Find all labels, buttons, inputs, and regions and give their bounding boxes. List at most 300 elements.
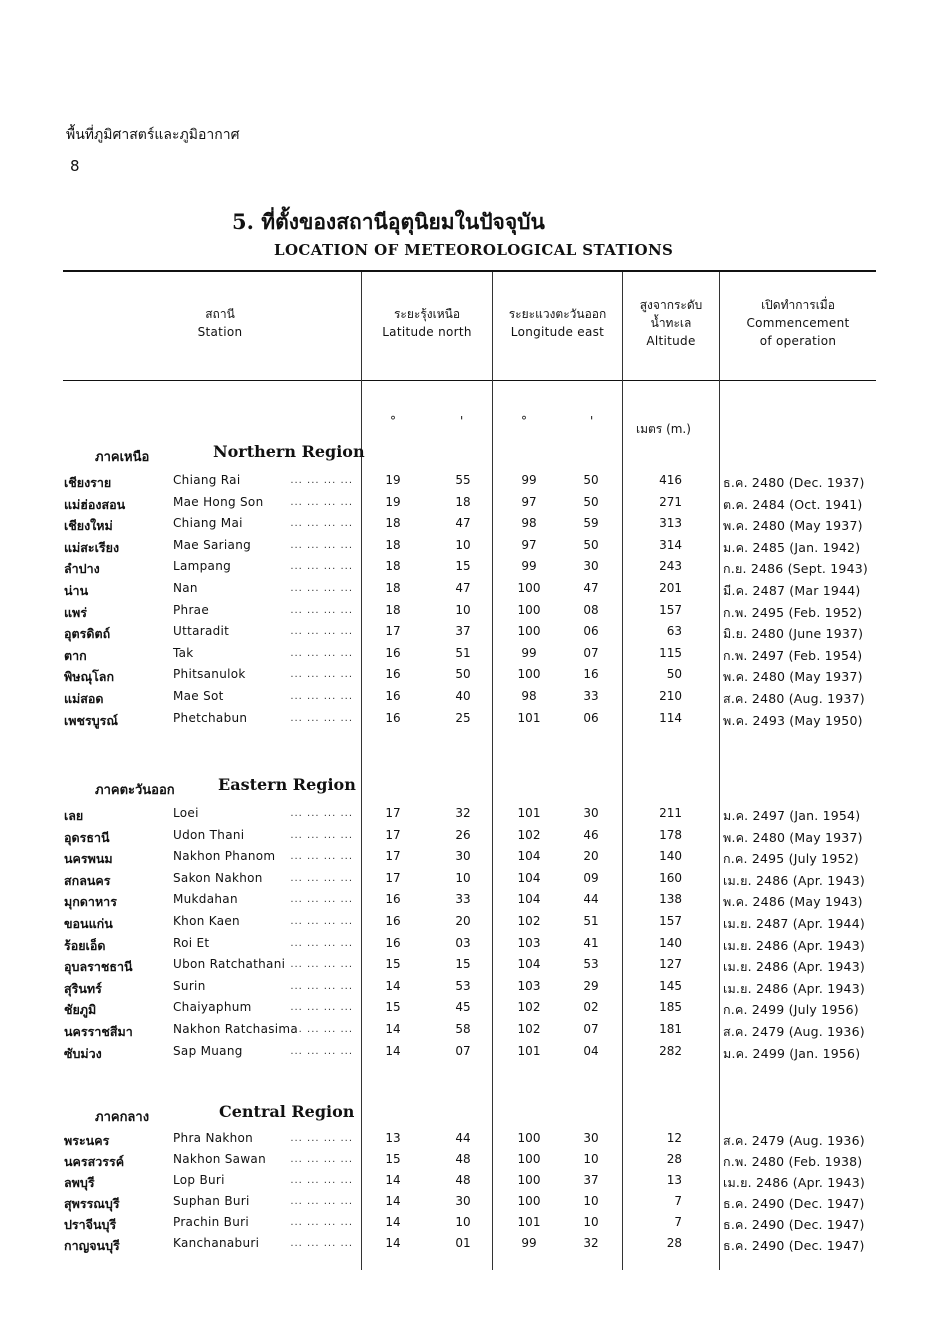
latitude-degrees: 14 bbox=[385, 979, 401, 993]
table-row bbox=[0, 1044, 938, 1065]
commencement-date: เม.ย. 2486 (Apr. 1943) bbox=[723, 873, 865, 888]
commencement-date: มิ.ย. 2480 (June 1937) bbox=[723, 626, 864, 641]
table-row bbox=[0, 1194, 938, 1215]
station-name-english: Mae Sot bbox=[173, 689, 224, 703]
altitude-value: 201 bbox=[659, 581, 682, 595]
latitude-degrees: 18 bbox=[385, 603, 401, 617]
region-heading-thai: ภาคกลาง bbox=[95, 1110, 150, 1125]
commencement-date: พ.ค. 2480 (May 1937) bbox=[723, 830, 863, 845]
commencement-date: ม.ค. 2497 (Jan. 1954) bbox=[723, 808, 861, 823]
longitude-minutes: 30 bbox=[583, 559, 599, 573]
latitude-degrees: 16 bbox=[385, 936, 401, 950]
longitude-degrees: 97 bbox=[521, 538, 537, 552]
latitude-minutes: 50 bbox=[455, 667, 471, 681]
commencement-date: ธ.ค. 2490 (Dec. 1947) bbox=[723, 1238, 865, 1253]
station-name-thai: นครพนม bbox=[64, 851, 113, 866]
station-name-english: Udon Thani bbox=[173, 828, 245, 842]
longitude-minutes: 10 bbox=[583, 1152, 599, 1166]
commencement-date: เม.ย. 2486 (Apr. 1943) bbox=[723, 981, 865, 996]
leader-dots: ... ... ... ... bbox=[290, 981, 353, 992]
commencement-date: มี.ค. 2487 (Mar 1944) bbox=[723, 583, 861, 598]
longitude-minutes: 37 bbox=[583, 1173, 599, 1187]
header-latitude-thai: ระยะรุ้งเหนือ bbox=[393, 307, 461, 321]
longitude-minutes: 08 bbox=[583, 603, 599, 617]
longitude-minutes: 59 bbox=[583, 516, 599, 530]
table-row bbox=[0, 957, 938, 978]
latitude-minutes: 45 bbox=[455, 1000, 471, 1014]
latitude-minutes: 48 bbox=[455, 1173, 471, 1187]
altitude-value: 138 bbox=[659, 892, 682, 906]
longitude-degrees: 104 bbox=[517, 892, 541, 906]
latitude-degrees: 16 bbox=[385, 711, 401, 725]
longitude-degrees: 100 bbox=[517, 581, 541, 595]
altitude-value: 12 bbox=[666, 1131, 682, 1145]
table-row bbox=[0, 646, 938, 667]
commencement-date: ก.ค. 2495 (July 1952) bbox=[723, 851, 859, 866]
altitude-value: 416 bbox=[659, 473, 682, 487]
longitude-degrees: 98 bbox=[521, 689, 537, 703]
station-name-thai: กาญจนบุรี bbox=[64, 1238, 120, 1253]
table-row bbox=[0, 1173, 938, 1194]
station-name-english: Mae Sariang bbox=[173, 538, 252, 552]
station-name-thai: เชียงราย bbox=[64, 475, 112, 490]
header-longitude-thai: ระยะแวงตะวันออก bbox=[508, 307, 607, 321]
leader-dots: ... ... ... ... bbox=[290, 830, 353, 841]
altitude-value: 282 bbox=[659, 1044, 682, 1058]
latitude-degrees: 16 bbox=[385, 914, 401, 928]
commencement-date: เม.ย. 2486 (Apr. 1943) bbox=[723, 959, 865, 974]
latitude-degrees: 18 bbox=[385, 538, 401, 552]
latitude-degrees: 17 bbox=[385, 871, 401, 885]
longitude-minutes: 30 bbox=[583, 806, 599, 820]
table-row bbox=[0, 979, 938, 1000]
header-altitude-thai-2: น้ำทะเล bbox=[650, 316, 692, 330]
longitude-degrees: 100 bbox=[517, 1173, 541, 1187]
altitude-value: 50 bbox=[666, 667, 682, 681]
leader-dots: ... ... ... ... bbox=[290, 475, 353, 486]
longitude-degrees: 99 bbox=[521, 559, 537, 573]
latitude-degrees: 13 bbox=[385, 1131, 401, 1145]
commencement-date: ก.พ. 2497 (Feb. 1954) bbox=[723, 648, 863, 663]
altitude-value: 160 bbox=[659, 871, 682, 885]
latitude-minutes: 03 bbox=[455, 936, 471, 950]
longitude-degrees: 104 bbox=[517, 957, 541, 971]
altitude-value: 313 bbox=[659, 516, 682, 530]
table-row bbox=[0, 667, 938, 688]
latitude-degrees: 16 bbox=[385, 646, 401, 660]
station-name-english: Loei bbox=[173, 806, 199, 820]
header-altitude bbox=[623, 296, 719, 350]
station-name-thai: แม่ฮ่องสอน bbox=[64, 497, 126, 512]
header-altitude-thai-1: สูงจากระดับ bbox=[639, 298, 703, 312]
table-row bbox=[0, 516, 938, 537]
longitude-degrees: 101 bbox=[517, 711, 541, 725]
latitude-minutes: 37 bbox=[455, 624, 471, 638]
longitude-minutes: 29 bbox=[583, 979, 599, 993]
longitude-degrees: 99 bbox=[521, 646, 537, 660]
altitude-value: 314 bbox=[659, 538, 682, 552]
latitude-minutes: 25 bbox=[455, 711, 471, 725]
latitude-degrees: 15 bbox=[385, 1000, 401, 1014]
longitude-degrees: 102 bbox=[517, 828, 541, 842]
station-name-thai: อุตรดิตถ์ bbox=[64, 626, 111, 641]
commencement-date: ก.ย. 2486 (Sept. 1943) bbox=[723, 561, 868, 576]
commencement-date: ม.ค. 2499 (Jan. 1956) bbox=[723, 1046, 861, 1061]
latitude-minutes: 10 bbox=[455, 1215, 471, 1229]
column-divider bbox=[719, 272, 720, 1270]
longitude-minutes: 20 bbox=[583, 849, 599, 863]
latitude-degrees: 14 bbox=[385, 1236, 401, 1250]
header-altitude-english: Altitude bbox=[646, 334, 696, 348]
table-row bbox=[0, 849, 938, 870]
header-commencement bbox=[720, 296, 876, 350]
table-row bbox=[0, 1236, 938, 1257]
longitude-minutes: 50 bbox=[583, 473, 599, 487]
altitude-value: 185 bbox=[659, 1000, 682, 1014]
leader-dots: ... ... ... ... bbox=[290, 894, 353, 905]
altitude-value: 243 bbox=[659, 559, 682, 573]
table-row bbox=[0, 581, 938, 602]
altitude-value: 63 bbox=[666, 624, 682, 638]
altitude-value: 28 bbox=[666, 1152, 682, 1166]
longitude-degrees: 103 bbox=[517, 979, 541, 993]
altitude-value: 115 bbox=[659, 646, 682, 660]
table-row bbox=[0, 1022, 938, 1043]
station-name-english: Sakon Nakhon bbox=[173, 871, 263, 885]
station-name-english: Kanchanaburi bbox=[173, 1236, 260, 1250]
latitude-degrees: 14 bbox=[385, 1194, 401, 1208]
latitude-degrees: 19 bbox=[385, 495, 401, 509]
leader-dots: ... ... ... ... bbox=[290, 938, 353, 949]
leader-dots: ... ... ... ... bbox=[290, 916, 353, 927]
commencement-date: ส.ค. 2480 (Aug. 1937) bbox=[723, 691, 865, 706]
longitude-degrees: 100 bbox=[517, 1152, 541, 1166]
longitude-minutes: 16 bbox=[583, 667, 599, 681]
station-name-english: Nakhon Phanom bbox=[173, 849, 276, 863]
column-divider bbox=[492, 272, 493, 1270]
commencement-date: ส.ค. 2479 (Aug. 1936) bbox=[723, 1133, 865, 1148]
station-name-english: Phra Nakhon bbox=[173, 1131, 254, 1145]
station-name-thai: เลย bbox=[64, 808, 84, 823]
header-latitude bbox=[362, 305, 492, 341]
longitude-degrees: 99 bbox=[521, 1236, 537, 1250]
altitude-value: 157 bbox=[659, 603, 682, 617]
latitude-degrees: 16 bbox=[385, 892, 401, 906]
longitude-minutes: 04 bbox=[583, 1044, 599, 1058]
header-commencement-thai: เปิดทำการเมื่อ bbox=[761, 298, 835, 312]
station-name-english: Phitsanulok bbox=[173, 667, 246, 681]
leader-dots: ... ... ... ... bbox=[290, 648, 353, 659]
station-name-english: Mae Hong Son bbox=[173, 495, 264, 509]
table-row bbox=[0, 871, 938, 892]
leader-dots: ... ... ... ... bbox=[290, 561, 353, 572]
header-longitude bbox=[493, 305, 622, 341]
station-name-thai: ขอนแก่น bbox=[64, 916, 113, 931]
longitude-minutes: 50 bbox=[583, 538, 599, 552]
altitude-value: 7 bbox=[674, 1215, 682, 1229]
commencement-date: ก.พ. 2480 (Feb. 1938) bbox=[723, 1154, 863, 1169]
longitude-degrees: 98 bbox=[521, 516, 537, 530]
table-title-thai: 5. ที่ตั้งของสถานีอุตุนิยมในปัจจุบัน bbox=[232, 209, 545, 234]
latitude-minutes: 10 bbox=[455, 871, 471, 885]
header-commencement-english-2: of operation bbox=[759, 334, 837, 348]
altitude-value: 271 bbox=[659, 495, 682, 509]
station-name-thai: พิษณุโลก bbox=[64, 669, 115, 684]
table-row bbox=[0, 892, 938, 913]
latitude-degrees: 17 bbox=[385, 624, 401, 638]
station-name-english: Prachin Buri bbox=[173, 1215, 249, 1229]
leader-dots: ... ... ... ... bbox=[290, 497, 353, 508]
latitude-minutes: 48 bbox=[455, 1152, 471, 1166]
station-name-english: Tak bbox=[173, 646, 194, 660]
leader-dots: ... ... ... ... bbox=[290, 540, 353, 551]
station-name-english: Phrae bbox=[173, 603, 210, 617]
header-commencement-english-1: Commencement bbox=[746, 316, 850, 330]
station-name-thai: สุรินทร์ bbox=[64, 981, 102, 996]
region-heading-english: Eastern Region bbox=[218, 775, 356, 794]
station-name-thai: ปราจีนบุรี bbox=[64, 1217, 117, 1232]
region-heading-english: Central Region bbox=[219, 1102, 355, 1121]
longitude-minutes: 41 bbox=[583, 936, 599, 950]
altitude-value: 210 bbox=[659, 689, 682, 703]
longitude-minutes: 07 bbox=[583, 646, 599, 660]
latitude-degrees: 14 bbox=[385, 1022, 401, 1036]
table-row bbox=[0, 538, 938, 559]
latitude-minutes: 47 bbox=[455, 581, 471, 595]
station-name-english: Chaiyaphum bbox=[173, 1000, 252, 1014]
station-name-english: Phetchabun bbox=[173, 711, 248, 725]
altitude-value: 178 bbox=[659, 828, 682, 842]
longitude-degrees: 100 bbox=[517, 603, 541, 617]
station-name-english: Surin bbox=[173, 979, 206, 993]
station-name-thai: ลำปาง bbox=[64, 561, 100, 576]
header-longitude-english: Longitude east bbox=[510, 325, 605, 339]
leader-dots: ... ... ... ... bbox=[290, 1217, 353, 1228]
station-name-english: Nakhon Sawan bbox=[173, 1152, 266, 1166]
altitude-value: 211 bbox=[659, 806, 682, 820]
unit-lat-degree: ° bbox=[390, 414, 396, 428]
latitude-minutes: 40 bbox=[455, 689, 471, 703]
leader-dots: ... ... ... ... bbox=[290, 808, 353, 819]
longitude-minutes: 44 bbox=[583, 892, 599, 906]
leader-dots: ... ... ... ... bbox=[290, 583, 353, 594]
leader-dots: ... ... ... ... bbox=[290, 605, 353, 616]
commencement-date: ต.ค. 2484 (Oct. 1941) bbox=[723, 497, 863, 512]
leader-dots: ... ... ... ... bbox=[290, 713, 353, 724]
altitude-value: 140 bbox=[659, 936, 682, 950]
longitude-minutes: 46 bbox=[583, 828, 599, 842]
station-name-english: Ubon Ratchathani bbox=[173, 957, 286, 971]
latitude-degrees: 17 bbox=[385, 828, 401, 842]
station-name-english: Nakhon Ratchasima bbox=[173, 1022, 299, 1036]
commencement-date: เม.ย. 2487 (Apr. 1944) bbox=[723, 916, 865, 931]
leader-dots: ... ... ... ... bbox=[290, 1154, 353, 1165]
station-name-thai: เพชรบูรณ์ bbox=[64, 713, 118, 728]
commencement-date: ธ.ค. 2490 (Dec. 1947) bbox=[723, 1217, 865, 1232]
region-heading-thai: ภาคตะวันออก bbox=[95, 783, 175, 798]
station-name-english: Lop Buri bbox=[173, 1173, 225, 1187]
longitude-degrees: 97 bbox=[521, 495, 537, 509]
latitude-degrees: 16 bbox=[385, 689, 401, 703]
commencement-date: ธ.ค. 2480 (Dec. 1937) bbox=[723, 475, 865, 490]
region-heading-thai: ภาคเหนือ bbox=[95, 450, 150, 465]
commencement-date: ก.ค. 2499 (July 1956) bbox=[723, 1002, 859, 1017]
header-rule bbox=[63, 380, 876, 381]
table-row bbox=[0, 559, 938, 580]
region-heading-english: Northern Region bbox=[213, 442, 365, 461]
longitude-minutes: 30 bbox=[583, 1131, 599, 1145]
altitude-value: 140 bbox=[659, 849, 682, 863]
leader-dots: ... ... ... ... bbox=[290, 1238, 353, 1249]
leader-dots: ... ... ... ... bbox=[290, 1196, 353, 1207]
longitude-minutes: 32 bbox=[583, 1236, 599, 1250]
longitude-degrees: 100 bbox=[517, 1194, 541, 1208]
station-name-english: Mukdahan bbox=[173, 892, 238, 906]
table-row bbox=[0, 711, 938, 732]
latitude-degrees: 17 bbox=[385, 849, 401, 863]
longitude-minutes: 06 bbox=[583, 624, 599, 638]
latitude-degrees: 14 bbox=[385, 1173, 401, 1187]
longitude-minutes: 33 bbox=[583, 689, 599, 703]
altitude-value: 13 bbox=[666, 1173, 682, 1187]
longitude-degrees: 100 bbox=[517, 624, 541, 638]
latitude-degrees: 16 bbox=[385, 667, 401, 681]
latitude-degrees: 14 bbox=[385, 1044, 401, 1058]
page-number: 8 bbox=[70, 157, 80, 175]
latitude-degrees: 14 bbox=[385, 1215, 401, 1229]
latitude-degrees: 18 bbox=[385, 581, 401, 595]
latitude-degrees: 15 bbox=[385, 1152, 401, 1166]
latitude-minutes: 47 bbox=[455, 516, 471, 530]
commencement-date: เม.ย. 2486 (Apr. 1943) bbox=[723, 938, 865, 953]
altitude-value: 157 bbox=[659, 914, 682, 928]
leader-dots: ... ... ... ... bbox=[290, 1175, 353, 1186]
table-row bbox=[0, 689, 938, 710]
commencement-date: พ.ค. 2486 (May 1943) bbox=[723, 894, 863, 909]
longitude-degrees: 100 bbox=[517, 1131, 541, 1145]
station-name-thai: อุดรธานี bbox=[64, 830, 110, 845]
station-name-english: Chiang Rai bbox=[173, 473, 241, 487]
table-row bbox=[0, 473, 938, 494]
altitude-value: 28 bbox=[666, 1236, 682, 1250]
table-row bbox=[0, 828, 938, 849]
latitude-minutes: 15 bbox=[455, 559, 471, 573]
station-name-english: Khon Kaen bbox=[173, 914, 240, 928]
station-name-english: Lampang bbox=[173, 559, 232, 573]
station-name-thai: สุพรรณบุรี bbox=[64, 1196, 120, 1211]
latitude-minutes: 30 bbox=[455, 849, 471, 863]
station-name-thai: ลพบุรี bbox=[64, 1175, 95, 1190]
leader-dots: ... ... ... ... bbox=[290, 1024, 353, 1035]
leader-dots: ... ... ... ... bbox=[290, 959, 353, 970]
longitude-minutes: 53 bbox=[583, 957, 599, 971]
table-row bbox=[0, 914, 938, 935]
unit-lat-minute: ' bbox=[460, 414, 464, 428]
commencement-date: ก.พ. 2495 (Feb. 1952) bbox=[723, 605, 863, 620]
station-name-english: Sap Muang bbox=[173, 1044, 243, 1058]
altitude-value: 181 bbox=[659, 1022, 682, 1036]
station-name-thai: น่าน bbox=[64, 583, 89, 598]
station-name-english: Uttaradit bbox=[173, 624, 230, 638]
altitude-value: 7 bbox=[674, 1194, 682, 1208]
latitude-minutes: 20 bbox=[455, 914, 471, 928]
station-name-english: Chiang Mai bbox=[173, 516, 243, 530]
latitude-degrees: 18 bbox=[385, 559, 401, 573]
latitude-minutes: 33 bbox=[455, 892, 471, 906]
latitude-minutes: 15 bbox=[455, 957, 471, 971]
leader-dots: ... ... ... ... bbox=[290, 518, 353, 529]
latitude-minutes: 26 bbox=[455, 828, 471, 842]
altitude-value: 145 bbox=[659, 979, 682, 993]
longitude-degrees: 102 bbox=[517, 1000, 541, 1014]
column-divider bbox=[361, 272, 362, 1270]
station-name-thai: พระนคร bbox=[64, 1133, 110, 1148]
station-name-thai: มุกดาหาร bbox=[64, 894, 117, 909]
station-name-english: Roi Et bbox=[173, 936, 210, 950]
header-station-english: Station bbox=[197, 325, 243, 339]
latitude-degrees: 19 bbox=[385, 473, 401, 487]
longitude-minutes: 07 bbox=[583, 1022, 599, 1036]
station-name-thai: ซับม่วง bbox=[64, 1046, 102, 1061]
commencement-date: เม.ย. 2486 (Apr. 1943) bbox=[723, 1175, 865, 1190]
commencement-date: พ.ค. 2493 (May 1950) bbox=[723, 713, 863, 728]
latitude-minutes: 18 bbox=[455, 495, 471, 509]
station-name-thai: นครราชสีมา bbox=[64, 1024, 133, 1039]
latitude-minutes: 10 bbox=[455, 603, 471, 617]
commencement-date: ธ.ค. 2490 (Dec. 1947) bbox=[723, 1196, 865, 1211]
latitude-degrees: 18 bbox=[385, 516, 401, 530]
unit-lon-degree: ° bbox=[521, 414, 527, 428]
commencement-date: พ.ค. 2480 (May 1937) bbox=[723, 669, 863, 684]
leader-dots: ... ... ... ... bbox=[290, 691, 353, 702]
column-divider bbox=[622, 272, 623, 1270]
header-station-thai: สถานี bbox=[205, 307, 235, 321]
latitude-degrees: 15 bbox=[385, 957, 401, 971]
station-name-english: Nan bbox=[173, 581, 198, 595]
station-name-thai: แม่สอด bbox=[64, 691, 104, 706]
longitude-minutes: 51 bbox=[583, 914, 599, 928]
latitude-minutes: 55 bbox=[455, 473, 471, 487]
station-name-thai: เชียงใหม่ bbox=[64, 518, 113, 533]
leader-dots: ... ... ... ... bbox=[290, 1002, 353, 1013]
station-name-thai: อุบลราชธานี bbox=[64, 959, 133, 974]
longitude-degrees: 103 bbox=[517, 936, 541, 950]
running-head: พื้นที่ภูมิศาสตร์และภูมิอากาศ bbox=[66, 127, 240, 143]
station-name-thai: แม่สะเรียง bbox=[64, 540, 120, 555]
latitude-minutes: 30 bbox=[455, 1194, 471, 1208]
header-latitude-english: Latitude north bbox=[382, 325, 472, 339]
station-name-thai: ชัยภูมิ bbox=[64, 1002, 97, 1017]
table-row bbox=[0, 936, 938, 957]
latitude-minutes: 53 bbox=[455, 979, 471, 993]
table-row bbox=[0, 603, 938, 624]
station-name-english: Suphan Buri bbox=[173, 1194, 250, 1208]
longitude-degrees: 104 bbox=[517, 871, 541, 885]
station-name-thai: ร้อยเอ็ด bbox=[64, 938, 106, 953]
longitude-minutes: 50 bbox=[583, 495, 599, 509]
longitude-degrees: 101 bbox=[517, 806, 541, 820]
longitude-degrees: 102 bbox=[517, 914, 541, 928]
table-row bbox=[0, 1215, 938, 1236]
leader-dots: ... ... ... ... bbox=[290, 873, 353, 884]
latitude-minutes: 32 bbox=[455, 806, 471, 820]
leader-dots: ... ... ... ... bbox=[290, 1133, 353, 1144]
longitude-degrees: 100 bbox=[517, 667, 541, 681]
station-name-thai: ตาก bbox=[64, 648, 87, 663]
altitude-value: 114 bbox=[659, 711, 682, 725]
latitude-minutes: 58 bbox=[455, 1022, 471, 1036]
commencement-date: พ.ค. 2480 (May 1937) bbox=[723, 518, 863, 533]
